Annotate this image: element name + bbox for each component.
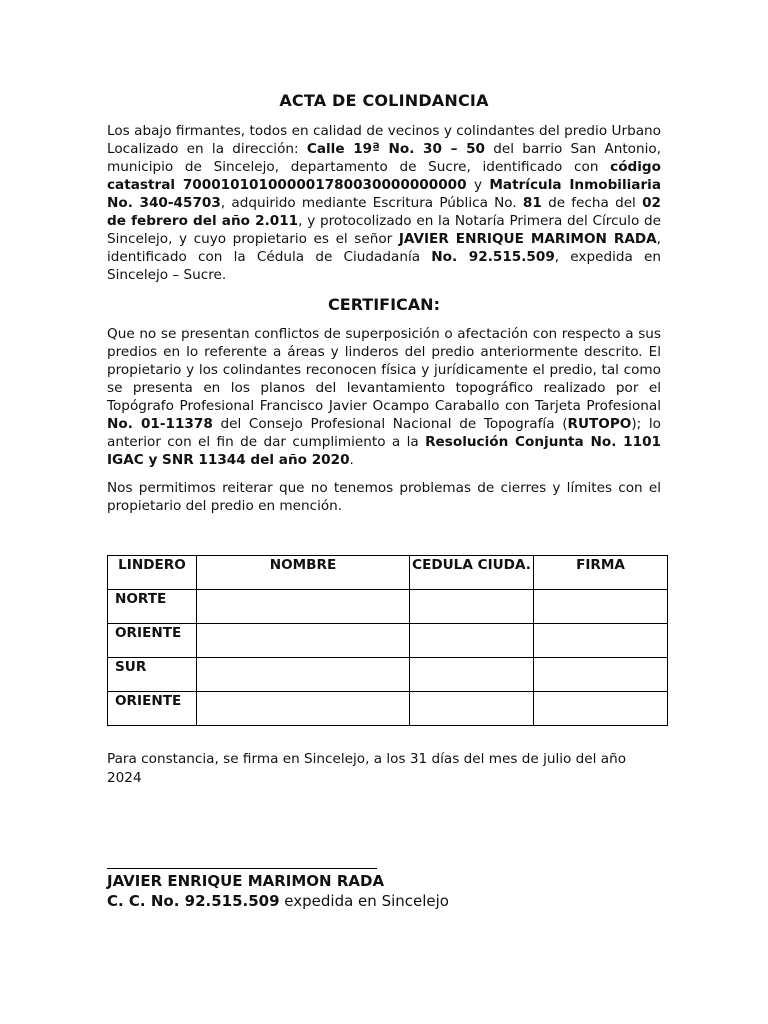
certifican-heading: CERTIFICAN:	[328, 295, 440, 314]
signatory-id-number: C. C. No. 92.515.509	[107, 892, 280, 910]
boundaries-table	[107, 555, 668, 726]
document-title: ACTA DE COLINDANCIA	[279, 91, 489, 110]
bold-text: Resolución Conjunta No. 1101 IGAC y SNR 11344 del año 2020	[107, 434, 661, 468]
lindero-cell: NORTE	[108, 590, 197, 624]
nombre-cell[interactable]	[197, 590, 410, 624]
lindero-cell: SUR	[108, 658, 197, 692]
header-lindero: LINDERO	[108, 556, 197, 590]
closing-statement: Para constancia, se firma en Sincelejo, a los 31 días del mes de julio del año 2024	[107, 751, 627, 786]
signatory-id-place: expedida en Sincelejo	[279, 892, 449, 910]
bold-text: Calle 19ª No. 30 – 50	[306, 141, 486, 157]
bold-text: Matrícula Inmobiliaria No. 340-45703	[107, 177, 661, 211]
table-row	[108, 624, 668, 658]
firma-cell[interactable]	[534, 692, 668, 726]
table-row	[108, 658, 668, 692]
firma-cell[interactable]	[534, 590, 668, 624]
reiteration-paragraph: Nos permitimos reiterar que no tenemos problemas de cierres y límites con el propietario del predio en mención.	[107, 480, 661, 514]
table-header-row	[108, 556, 668, 590]
bold-text: 81	[522, 195, 542, 211]
cedula-cell[interactable]	[410, 692, 534, 726]
bold-text: No. 92.515.509	[431, 249, 555, 265]
header-firma: FIRMA	[534, 556, 668, 590]
document-body	[107, 90, 661, 515]
table-row	[108, 692, 668, 726]
intro-paragraph: Los abajo firmantes, todos en calidad de vecinos y colindantes del predio Urbano Localizado en la dirección: Calle 19ª No. 30 – 50 del barrio San Antonio, municipio de Sincelejo, departamento de Sucre, identificado con código catastral 700010101000001780030000000000 y Matrícula Inmobiliaria No. 340-45703, adquirido mediante Escritura Pública No. 81 de fecha del 02 de febrero del año 2.011, y protocolizado en la Notaría Primera del Círculo de Sincelejo, y cuyo propietario es el señor JAVIER ENRIQUE MARIMON RADA, identificado con la Cédula de Ciudadanía No. 92.515.509, expedida en Sincelejo – Sucre.	[107, 123, 662, 283]
lindero-cell: ORIENTE	[108, 624, 197, 658]
signature-line	[107, 868, 377, 869]
certification-paragraph: Que no se presentan conflictos de superposición o afectación con respecto a sus predios en lo referente a áreas y linderos del predio anteriormente descrito. El propietario y los colindantes reconocen física y jurídicamente el predio, tal como se presenta en los planos del levantamiento topográfico realizado por el Topógrafo Profesional Francisco Javier Ocampo Caraballo con Tarjeta Profesional No. 01-11378 del Consejo Profesional Nacional de Topografía (RUTOPO); lo anterior con el fin de dar cumplimiento a la Resolución Conjunta No. 1101 IGAC y SNR 11344 del año 2020.	[107, 326, 661, 468]
nombre-cell[interactable]	[197, 692, 410, 726]
bold-text: 02 de febrero del año 2.011	[107, 195, 661, 229]
cedula-cell[interactable]	[410, 624, 534, 658]
bold-text: RUTOPO	[567, 416, 632, 432]
cedula-cell[interactable]	[410, 590, 534, 624]
cedula-cell[interactable]	[410, 658, 534, 692]
nombre-cell[interactable]	[197, 624, 410, 658]
firma-cell[interactable]	[534, 624, 668, 658]
header-cedula: CEDULA CIUDA.	[410, 556, 534, 590]
bold-text: código catastral 700010101000001780030000000000	[107, 159, 661, 193]
header-nombre: NOMBRE	[197, 556, 410, 590]
firma-cell[interactable]	[534, 658, 668, 692]
table-row	[108, 590, 668, 624]
bold-text: JAVIER ENRIQUE MARIMON RADA	[398, 231, 657, 247]
lindero-cell: ORIENTE	[108, 692, 197, 726]
bold-text: No. 01-11378	[107, 416, 213, 432]
nombre-cell[interactable]	[197, 658, 410, 692]
signatory-name: JAVIER ENRIQUE MARIMON RADA	[107, 872, 385, 890]
signatory-id	[107, 891, 449, 911]
